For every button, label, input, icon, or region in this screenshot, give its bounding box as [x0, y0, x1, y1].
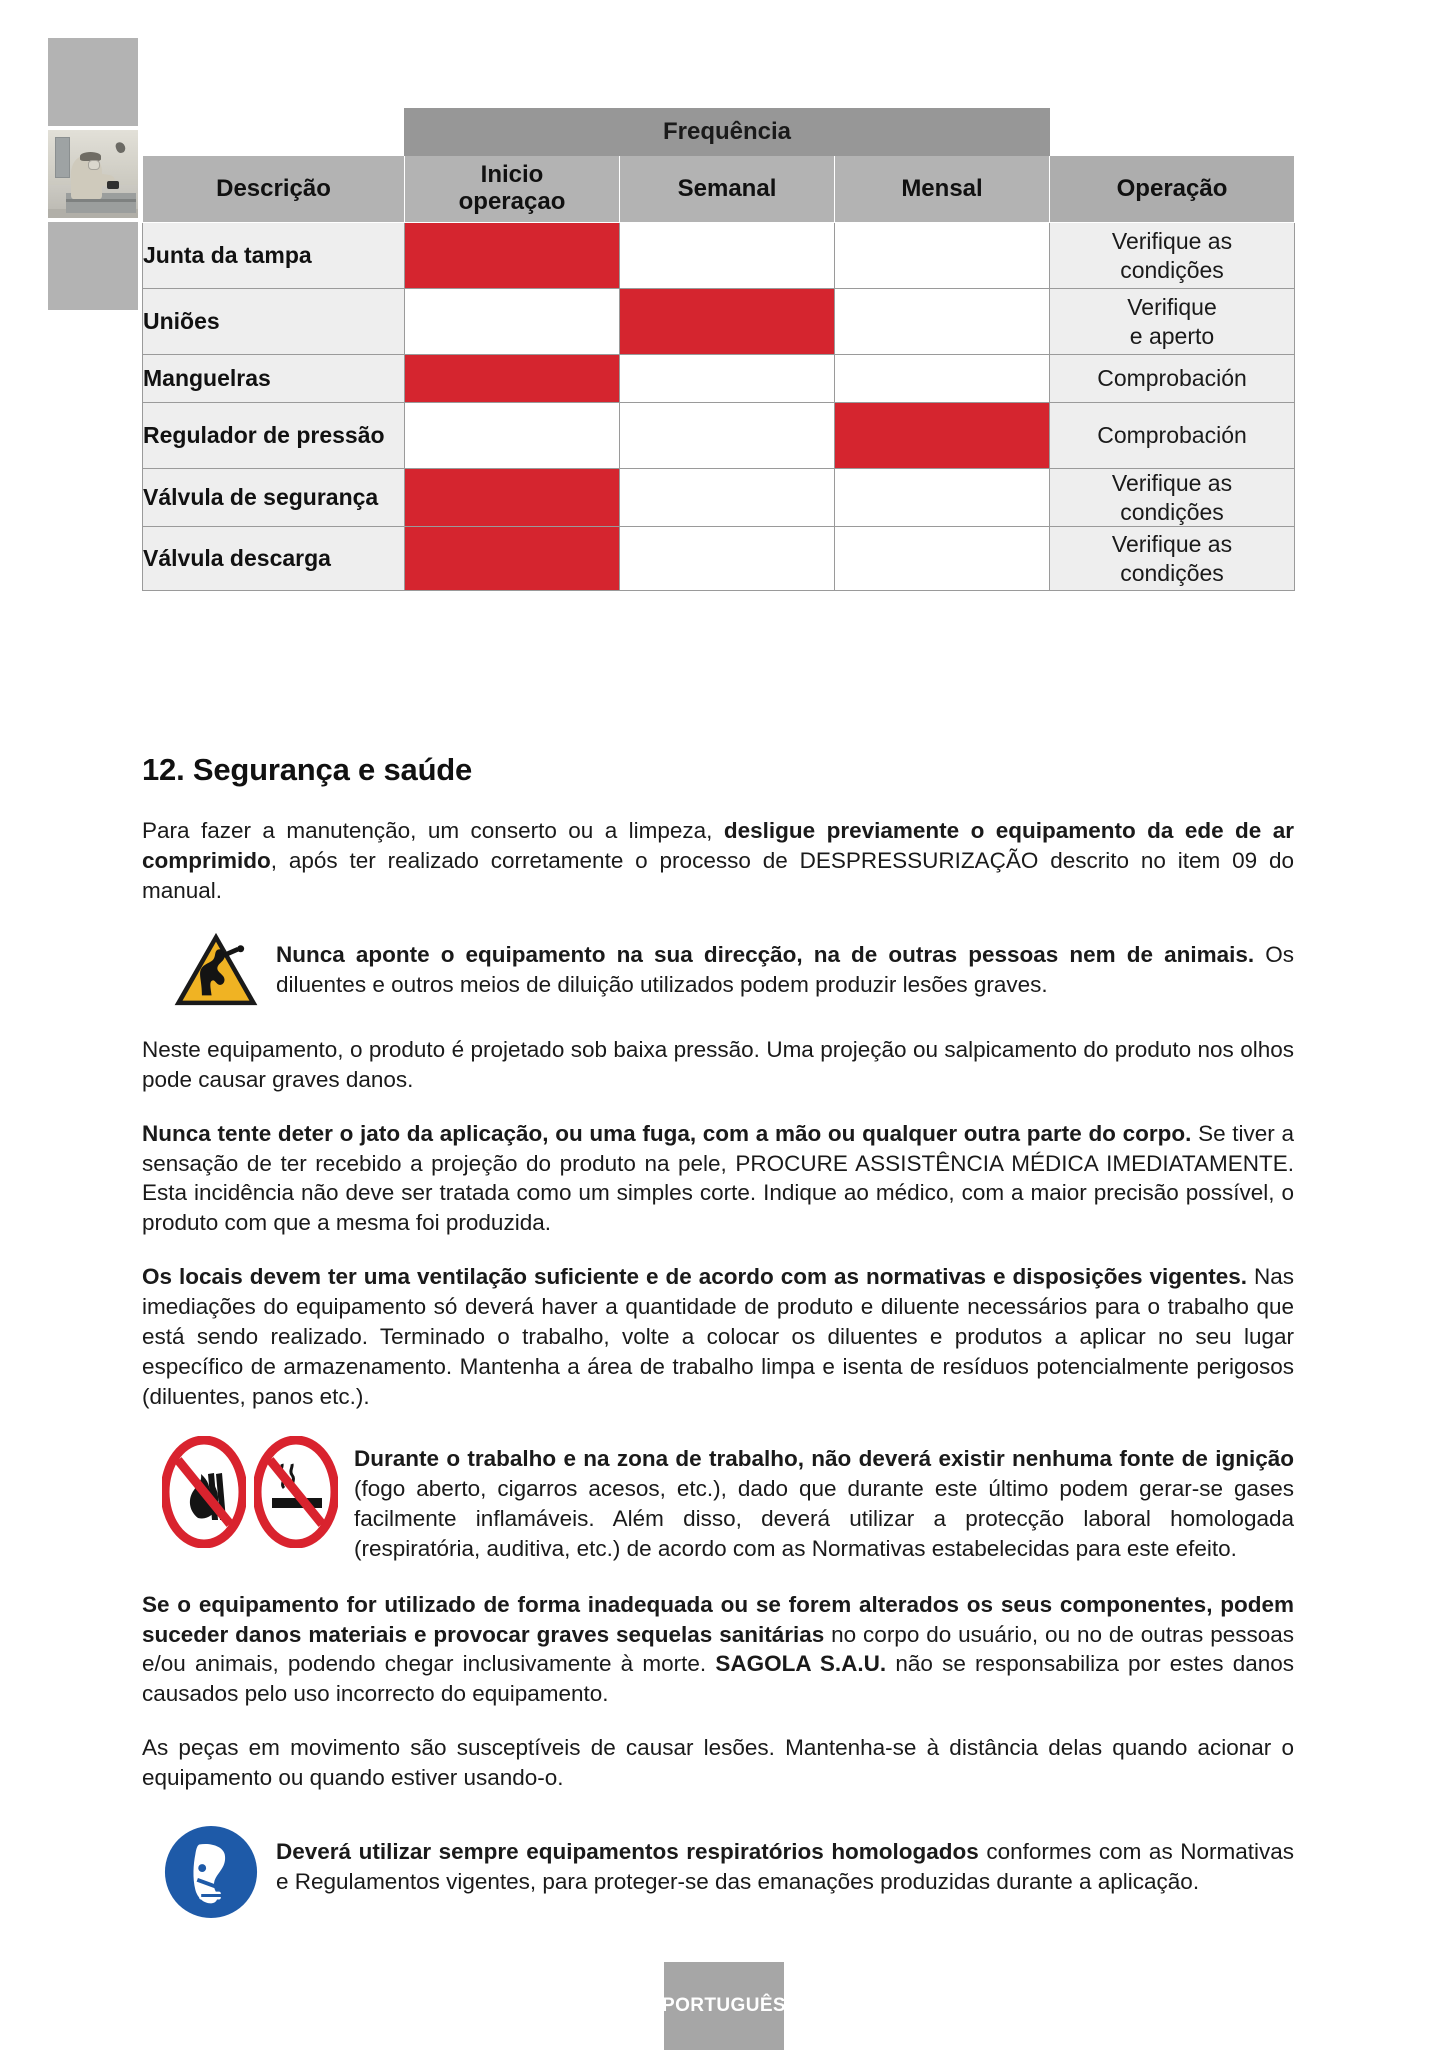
row-operation-line1: Verifique	[1127, 294, 1217, 321]
row-mark-inicio	[405, 527, 620, 591]
sidebar-gray-block-top	[48, 38, 138, 126]
warning-triangle-spray-icon	[172, 930, 260, 1013]
row-description: Regulador de pressão	[143, 403, 405, 469]
table-header-frequencia: Frequência	[405, 109, 1050, 156]
row-mark-inicio	[405, 355, 620, 403]
header-inicio-line1: Inicio	[480, 161, 544, 189]
row-description: Válvula descarga	[143, 527, 405, 591]
maintenance-table-body	[143, 223, 1295, 591]
intro-text-c: , após ter realizado corretamente o processo de DESPRESSURIZAÇÃO descrito no item 09 do manual.	[142, 847, 1294, 903]
row-mark-mensal	[835, 223, 1050, 289]
row-operation	[1050, 403, 1295, 469]
mandatory-respirator-icon	[162, 1823, 260, 1926]
row-mark-semanal	[620, 403, 835, 469]
row-mark-inicio	[405, 469, 620, 527]
table-row	[143, 223, 1295, 289]
table-header-semanal: Semanal	[620, 156, 835, 223]
row-operation-line2: e aperto	[1129, 322, 1215, 349]
intro-text-a: Para fazer a manutenção, um conserto ou a limpeza,	[142, 818, 724, 843]
table-header-inicio-operacao	[405, 156, 620, 223]
row-mark-semanal	[620, 355, 835, 403]
row-operation	[1050, 355, 1295, 403]
row-operation-line1: Verifique as	[1111, 470, 1233, 497]
table-row	[143, 289, 1295, 355]
row-operation-line1: Comprobación	[1097, 365, 1247, 392]
notice-respirator-rest: conformes com as Normativas e Regulamentos vigentes, para proteger-se das emanações produzidas durante a aplicação.	[276, 1839, 1294, 1895]
notice-aim-text	[276, 930, 1294, 1000]
row-mark-semanal	[620, 223, 835, 289]
notice-aim-warning	[172, 930, 1294, 1013]
row-operation-line2: condições	[1120, 559, 1224, 586]
paragraph-misuse-bold-a: Se o equipamento for utilizado de forma inadequada ou se forem alterados os seus componentes, podem suceder danos materiais e provocar graves sequelas sanitárias	[142, 1591, 1294, 1647]
row-operation-line1: Verifique as	[1111, 531, 1233, 558]
table-row	[143, 527, 1295, 591]
table-header-row	[143, 156, 1295, 223]
row-operation	[1050, 289, 1295, 355]
row-operation-line1: Verifique as	[1111, 228, 1233, 255]
paragraph-intro	[142, 816, 1294, 906]
table-header-mensal: Mensal	[835, 156, 1050, 223]
header-inicio-line2: operaçao	[458, 188, 566, 215]
sidebar-decoration	[48, 38, 138, 314]
row-operation	[1050, 469, 1295, 527]
table-header-descricao: Descrição	[143, 156, 405, 223]
paragraph-jet-bold: Nunca tente deter o jato da aplicação, ou uma fuga, com a mão ou qualquer outra parte do corpo.	[142, 1120, 1192, 1146]
row-mark-inicio	[405, 403, 620, 469]
paragraph-jet-rest: Se tiver a sensação de ter recebido a projeção do produto na pele, PROCURE ASSISTÊNCIA MÉDICA IMEDIATAMENTE. Esta incidência não deve ser tratada como um simples corte. Indique ao médico, com a maior precisão possível, o produto com que a mesma foi produzida.	[142, 1120, 1294, 1236]
table-header-operacao: Operação	[1050, 156, 1295, 223]
intro-text-bold: desligue previamente o equipamento da ede de ar comprimido	[142, 818, 1295, 873]
paragraph-ventilation-rest: Nas imediações do equipamento só deverá haver a quantidade de produto e diluente necessários para o trabalho que está sendo realizado. Terminado o trabalho, volte a colocar os diluentes e produtos a aplicar no seu lugar específico de armazenamento. Mantenha a área de trabalho limpa e isenta de resíduos potencialmente perigosos (diluentes, panos etc.).	[142, 1264, 1295, 1409]
row-mark-inicio	[405, 223, 620, 289]
maintenance-table-container	[142, 108, 1294, 591]
row-operation	[1050, 527, 1295, 591]
no-smoking-icon	[254, 1436, 338, 1548]
paragraph-misuse-company: SAGOLA S.A.U.	[715, 1651, 887, 1677]
header-spacer-left	[143, 109, 405, 156]
notice-aim-bold: Nunca aponte o equipamento na sua direcção, na de outras pessoas nem de animais.	[276, 941, 1255, 967]
header-spacer-right	[1050, 109, 1295, 156]
paragraph-misuse-end: não se responsabiliza por estes danos causados pelo uso incorrecto do equipamento.	[142, 1651, 1294, 1707]
notice-aim-rest: Os diluentes e outros meios de diluição utilizados podem produzir lesões graves.	[276, 941, 1294, 997]
row-mark-mensal	[835, 289, 1050, 355]
table-row	[143, 403, 1295, 469]
section-content	[142, 752, 1294, 1950]
prohibition-icon-pair	[162, 1436, 338, 1548]
notice-respirator	[162, 1823, 1294, 1926]
notice-ignition-bold: Durante o trabalho e na zona de trabalho, não deverá existir nenhuma fonte de ignição	[354, 1445, 1294, 1471]
notice-ignition-text	[354, 1436, 1294, 1564]
footer-language-label: PORTUGUÊS	[662, 1995, 786, 2016]
table-row	[143, 355, 1295, 403]
sidebar-worker-photo	[48, 130, 138, 218]
notice-ignition-rest: (fogo aberto, cigarros acesos, etc.), dado que durante este último podem gerar-se gases facilmente inflamáveis. Além disso, deverá utilizar a protecção laboral homologada (respiratória, auditiva, etc.) de acordo com as Normativas estabelecidas para este efeito.	[354, 1475, 1294, 1561]
row-operation-line2: condições	[1120, 498, 1224, 525]
row-mark-mensal	[835, 527, 1050, 591]
row-mark-mensal	[835, 355, 1050, 403]
row-operation-line1: Comprobación	[1097, 422, 1247, 449]
row-mark-semanal	[620, 469, 835, 527]
page-title: 12. Segurança e saúde	[142, 752, 473, 787]
row-mark-semanal	[620, 289, 835, 355]
row-mark-mensal	[835, 469, 1050, 527]
footer-language-tab	[664, 1962, 784, 2050]
notice-respirator-bold: Deverá utilizar sempre equipamentos respiratórios homologados	[276, 1839, 979, 1865]
paragraph-low-pressure: Neste equipamento, o produto é projetado sob baixa pressão. Uma projeção ou salpicamento do produto nos olhos pode causar graves danos.	[142, 1036, 1294, 1092]
notice-ignition-warning	[162, 1436, 1294, 1564]
paragraph-ventilation-bold: Os locais devem ter uma ventilação suficiente e de acordo com as normativas e disposições vigentes.	[142, 1264, 1248, 1290]
row-description: Uniões	[143, 289, 405, 355]
paragraph-misuse-mid: no corpo do usuário, ou no de outras pessoas e/ou animais, podendo chegar inclusivamente à morte.	[142, 1621, 1294, 1677]
paragraph-misuse	[142, 1590, 1294, 1710]
row-mark-semanal	[620, 527, 835, 591]
row-mark-mensal	[835, 403, 1050, 469]
sidebar-gray-block-bottom	[48, 222, 138, 310]
row-mark-inicio	[405, 289, 620, 355]
paragraph-moving-parts: As peças em movimento são susceptíveis de causar lesões. Mantenha-se à distância delas quando acionar o equipamento ou quando estiver usando-o.	[142, 1735, 1294, 1791]
row-description: Junta da tampa	[143, 223, 405, 289]
no-open-flame-icon	[162, 1436, 246, 1548]
paragraph-jet	[142, 1119, 1294, 1239]
row-operation-line2: condições	[1120, 256, 1224, 283]
row-operation	[1050, 223, 1295, 289]
maintenance-table	[142, 108, 1295, 591]
row-description: Manguelras	[143, 355, 405, 403]
notice-respirator-text	[276, 1823, 1294, 1897]
row-description: Válvula de segurança	[143, 469, 405, 527]
table-group-header-row	[143, 109, 1295, 156]
table-row	[143, 469, 1295, 527]
paragraph-ventilation	[142, 1262, 1294, 1412]
